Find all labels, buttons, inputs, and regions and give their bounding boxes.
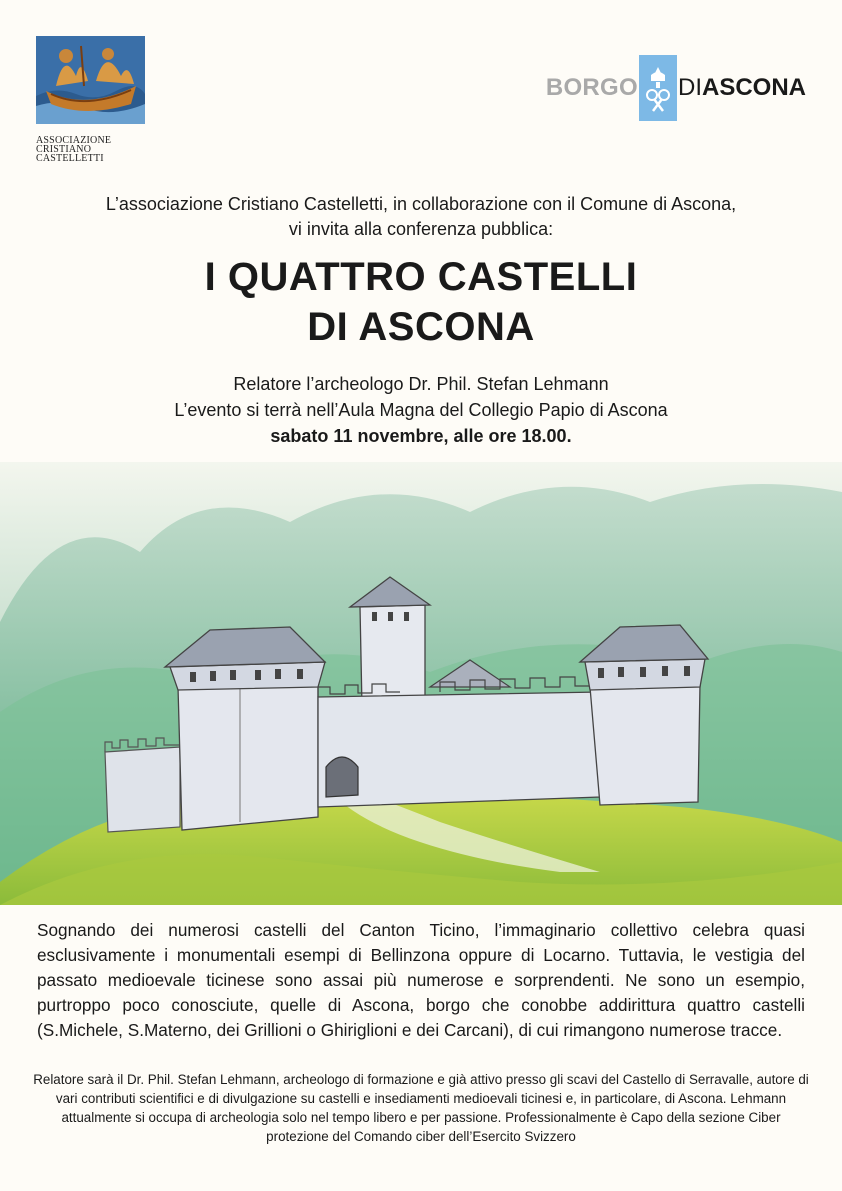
- date-line: sabato 11 novembre, alle ore 18.00.: [270, 426, 572, 446]
- logo-word-borgo: BORGO: [545, 74, 638, 101]
- description-paragraph: Sognando dei numerosi castelli del Canton Ticino, l’immaginario collettivo celebra quasi esclusivamente i monumentali esempi di Bellinzona oppure di Locarno. Tuttavia, le vestigia del passato medioevale ticinese sono assai più numerose e sorprendenti. Ne sono un esempio, purtroppo poco conosciute, quelle di Ascona, borgo che conobbe addirittura quattro castelli (S.Michele, S.Materno, dei Grillioni o Ghiriglioni e dei Carcani), di cui rimangono numerose tracce.: [37, 920, 805, 1040]
- association-name-line: CASTELLETTI: [36, 153, 104, 164]
- logo-word-ascona: ASCONA: [701, 74, 806, 101]
- castle-illustration: [0, 462, 842, 905]
- castle-watercolor-icon: [0, 462, 842, 905]
- logo-word-di: DI: [677, 74, 702, 101]
- intro-text: [0, 192, 842, 242]
- venue-line: L’evento si terrà nell’Aula Magna del Collegio Papio di Ascona: [174, 400, 668, 420]
- page-title: [0, 252, 842, 352]
- intro-line: vi invita alla conferenza pubblica:: [288, 219, 554, 239]
- association-name-line: CRISTIANO: [36, 144, 92, 155]
- speaker-bio: Relatore sarà il Dr. Phil. Stefan Lehmann, archeologo di formazione e già attivo presso gli scavi del Castello di Serravalle, autore di vari contributi scientifici e di divulgazione su castelli e insediamenti medioevali ticinesi e, in particolare, di Ascona. Lehmann attualmente si occupa di archeologia solo nel tempo libero e per passione. Professionalmente è Capo della sezione Ciber protezione del Comando ciber dell’Esercito Svizzero: [33, 1072, 809, 1144]
- intro-line: L’associazione Cristiano Castelletti, in collaborazione con il Comune di Ascona,: [105, 194, 737, 214]
- association-name: [36, 136, 146, 163]
- ship-painting-icon: [36, 36, 145, 124]
- borgo-di-ascona-logo: [546, 55, 806, 121]
- speaker-line: Relatore l’archeologo Dr. Phil. Stefan Lehmann: [233, 374, 609, 394]
- association-name-line: ASSOCIAZIONE: [36, 135, 112, 146]
- event-details: [0, 371, 842, 449]
- title-line: DI ASCONA: [307, 305, 535, 349]
- crest-icon: [639, 55, 677, 121]
- association-logo: [36, 36, 146, 163]
- title-line: I QUATTRO CASTELLI: [204, 255, 638, 299]
